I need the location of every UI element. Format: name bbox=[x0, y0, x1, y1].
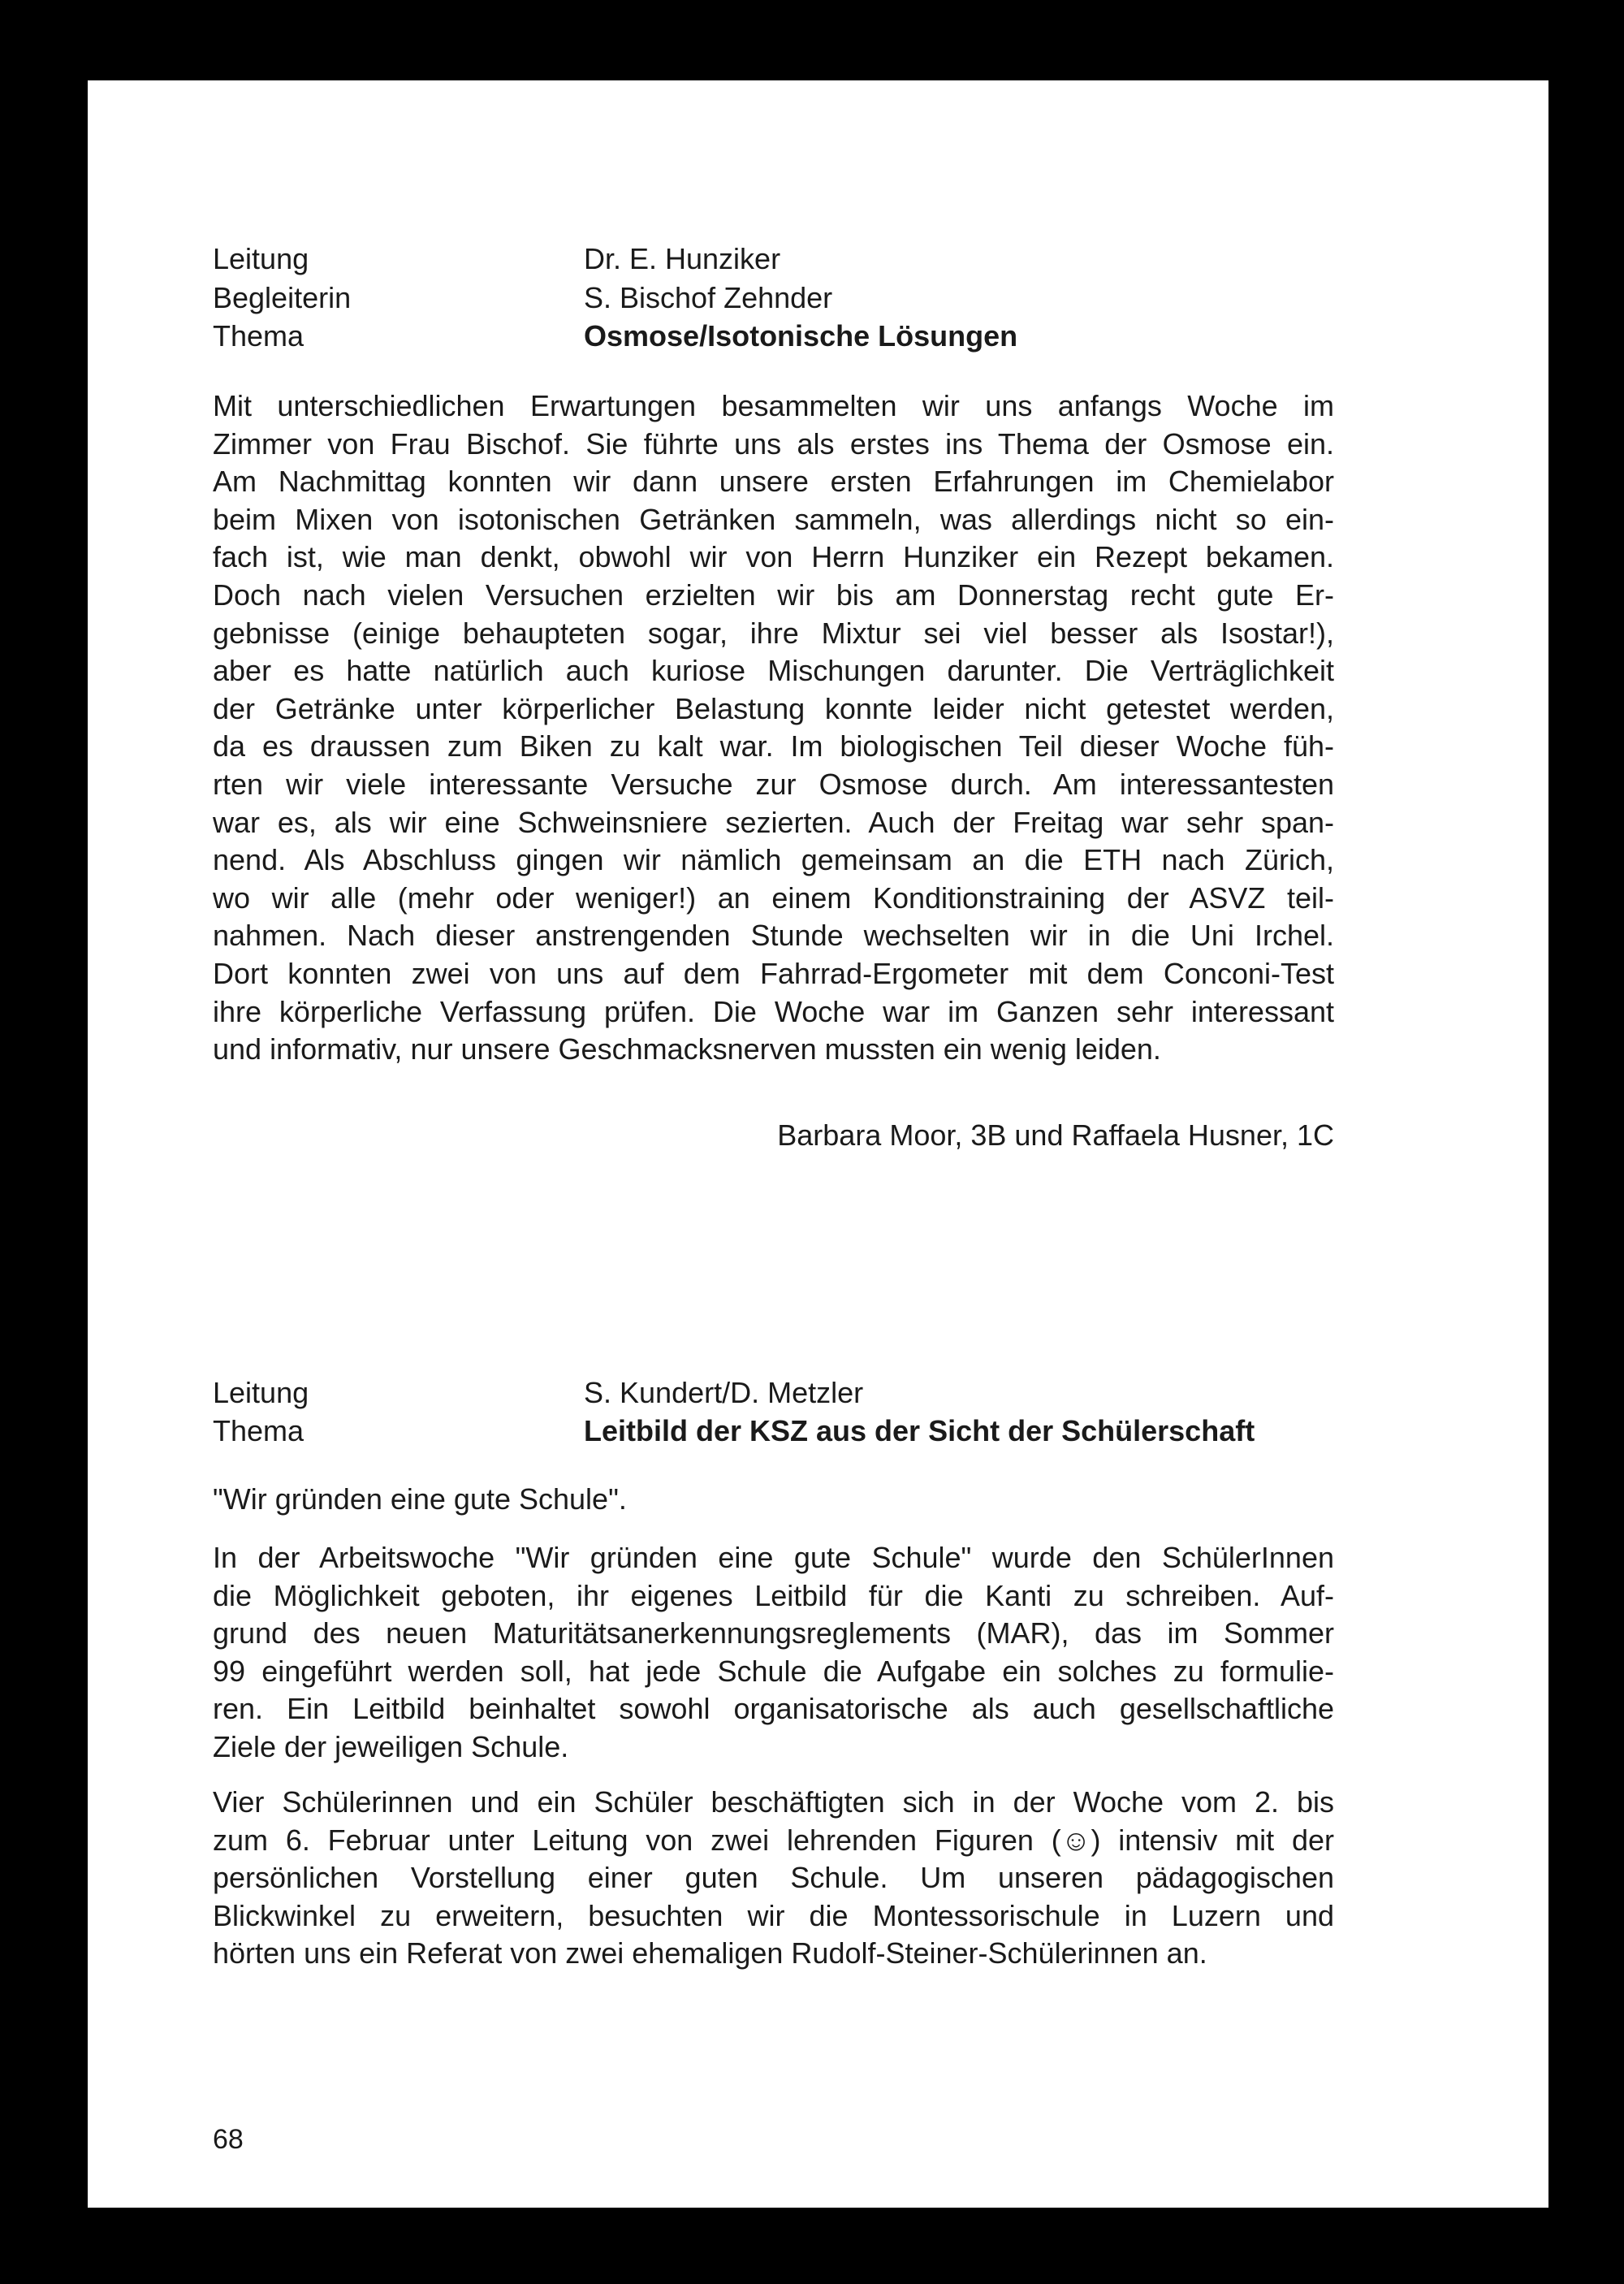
text-line: beim Mixen von isotonischen Getränken sammeln, was allerdings nicht so ein- bbox=[213, 502, 1334, 536]
meta-label: Thema bbox=[213, 319, 304, 353]
meta-label: Leitung bbox=[213, 1376, 309, 1409]
text-line: In der Arbeitswoche "Wir gründen eine gute Schule" wurde den SchülerInnen bbox=[213, 1541, 1334, 1574]
meta-label: Leitung bbox=[213, 242, 309, 275]
text-line: fach ist, wie man denkt, obwohl wir von Herrn Hunziker ein Rezept bekamen. bbox=[213, 540, 1334, 574]
meta-label: Thema bbox=[213, 1414, 304, 1447]
meta-value: Dr. E. Hunziker bbox=[584, 242, 781, 275]
section1-body bbox=[213, 387, 1334, 1069]
signature: Barbara Moor, 3B und Raffaela Husner, 1C bbox=[777, 1118, 1334, 1152]
meta-value: S. Kundert/D. Metzler bbox=[584, 1376, 864, 1409]
text-line: aber es hatte natürlich auch kuriose Mischungen darunter. Die Verträglichkeit bbox=[213, 654, 1334, 688]
document-page bbox=[88, 80, 1548, 2208]
text-line: der Getränke unter körperlicher Belastung konnte leider nicht getestet werden, bbox=[213, 691, 1334, 725]
text-line: die Möglichkeit geboten, ihr eigenes Leitbild für die Kanti zu schreiben. Auf- bbox=[213, 1578, 1334, 1612]
text-line: Vier Schülerinnen und ein Schüler beschäftigten sich in der Woche vom 2. bis bbox=[213, 1785, 1334, 1819]
text-line: nahmen. Nach dieser anstrengenden Stunde wechselten wir in die Uni Irchel. bbox=[213, 919, 1334, 953]
text-line: Dort konnten zwei von uns auf dem Fahrrad-Ergometer mit dem Conconi-Test bbox=[213, 956, 1334, 990]
text-line: da es draussen zum Biken zu kalt war. Im biologischen Teil dieser Woche füh- bbox=[213, 729, 1334, 763]
quote-line: "Wir gründen eine gute Schule". bbox=[213, 1482, 627, 1516]
meta-label: Begleiterin bbox=[213, 281, 352, 314]
text-line: gebnisse (einige behaupteten sogar, ihre Mixtur sei viel besser als Isostar!), bbox=[213, 616, 1334, 650]
text-line: Doch nach vielen Versuchen erzielten wir bis am Donnerstag recht gute Er- bbox=[213, 577, 1334, 612]
section2-paragraph-1 bbox=[213, 1539, 1334, 1767]
text-line: Am Nachmittag konnten wir dann unsere ersten Erfahrungen im Chemielabor bbox=[213, 465, 1334, 499]
text-line: hörten uns ein Referat von zwei ehemaligen Rudolf-Steiner-Schülerinnen an. bbox=[213, 1936, 1207, 1970]
text-line: Blickwinkel zu erweitern, besuchten wir die Montessorischule in Luzern und bbox=[213, 1898, 1334, 1932]
text-line: persönlichen Vorstellung einer guten Schule. Um unseren pädagogischen bbox=[213, 1861, 1334, 1895]
text-line: ihre körperliche Verfassung prüfen. Die Woche war im Ganzen sehr interessant bbox=[213, 994, 1334, 1028]
section2-paragraph-2 bbox=[213, 1784, 1334, 1973]
text-line: rten wir viele interessante Versuche zur Osmose durch. Am interessantesten bbox=[213, 767, 1334, 801]
text-line: zum 6. Februar unter Leitung von zwei lehrenden Figuren (☺) intensiv mit der bbox=[213, 1823, 1334, 1857]
topic-title: Osmose/Isotonische Lösungen bbox=[584, 319, 1018, 353]
topic-title: Leitbild der KSZ aus der Sicht der Schülerschaft bbox=[584, 1414, 1255, 1447]
page-number: 68 bbox=[213, 2124, 244, 2155]
text-line: 99 eingeführt werden soll, hat jede Schule die Aufgabe ein solches zu formulie- bbox=[213, 1654, 1334, 1688]
text-line: nend. Als Abschluss gingen wir nämlich gemeinsam an die ETH nach Zürich, bbox=[213, 843, 1334, 877]
section2-quote bbox=[213, 1481, 1334, 1519]
meta-value: S. Bischof Zehnder bbox=[584, 281, 833, 314]
text-line: war es, als wir eine Schweinsniere sezierten. Auch der Freitag war sehr span- bbox=[213, 805, 1334, 839]
text-line: grund des neuen Maturitätsanerkennungsreglements (MAR), das im Sommer bbox=[213, 1616, 1334, 1650]
text-line: Ziele der jeweiligen Schule. bbox=[213, 1729, 569, 1763]
text-line: wo wir alle (mehr oder weniger!) an einem Konditionstraining der ASVZ teil- bbox=[213, 880, 1334, 915]
text-line: ren. Ein Leitbild beinhaltet sowohl organisatorische als auch gesellschaftliche bbox=[213, 1692, 1334, 1726]
text-line: Mit unterschiedlichen Erwartungen besammelten wir uns anfangs Woche im bbox=[213, 389, 1334, 422]
text-line: Zimmer von Frau Bischof. Sie führte uns als erstes ins Thema der Osmose ein. bbox=[213, 426, 1334, 461]
text-line: und informativ, nur unsere Geschmacksnerven mussten ein wenig leiden. bbox=[213, 1032, 1161, 1066]
